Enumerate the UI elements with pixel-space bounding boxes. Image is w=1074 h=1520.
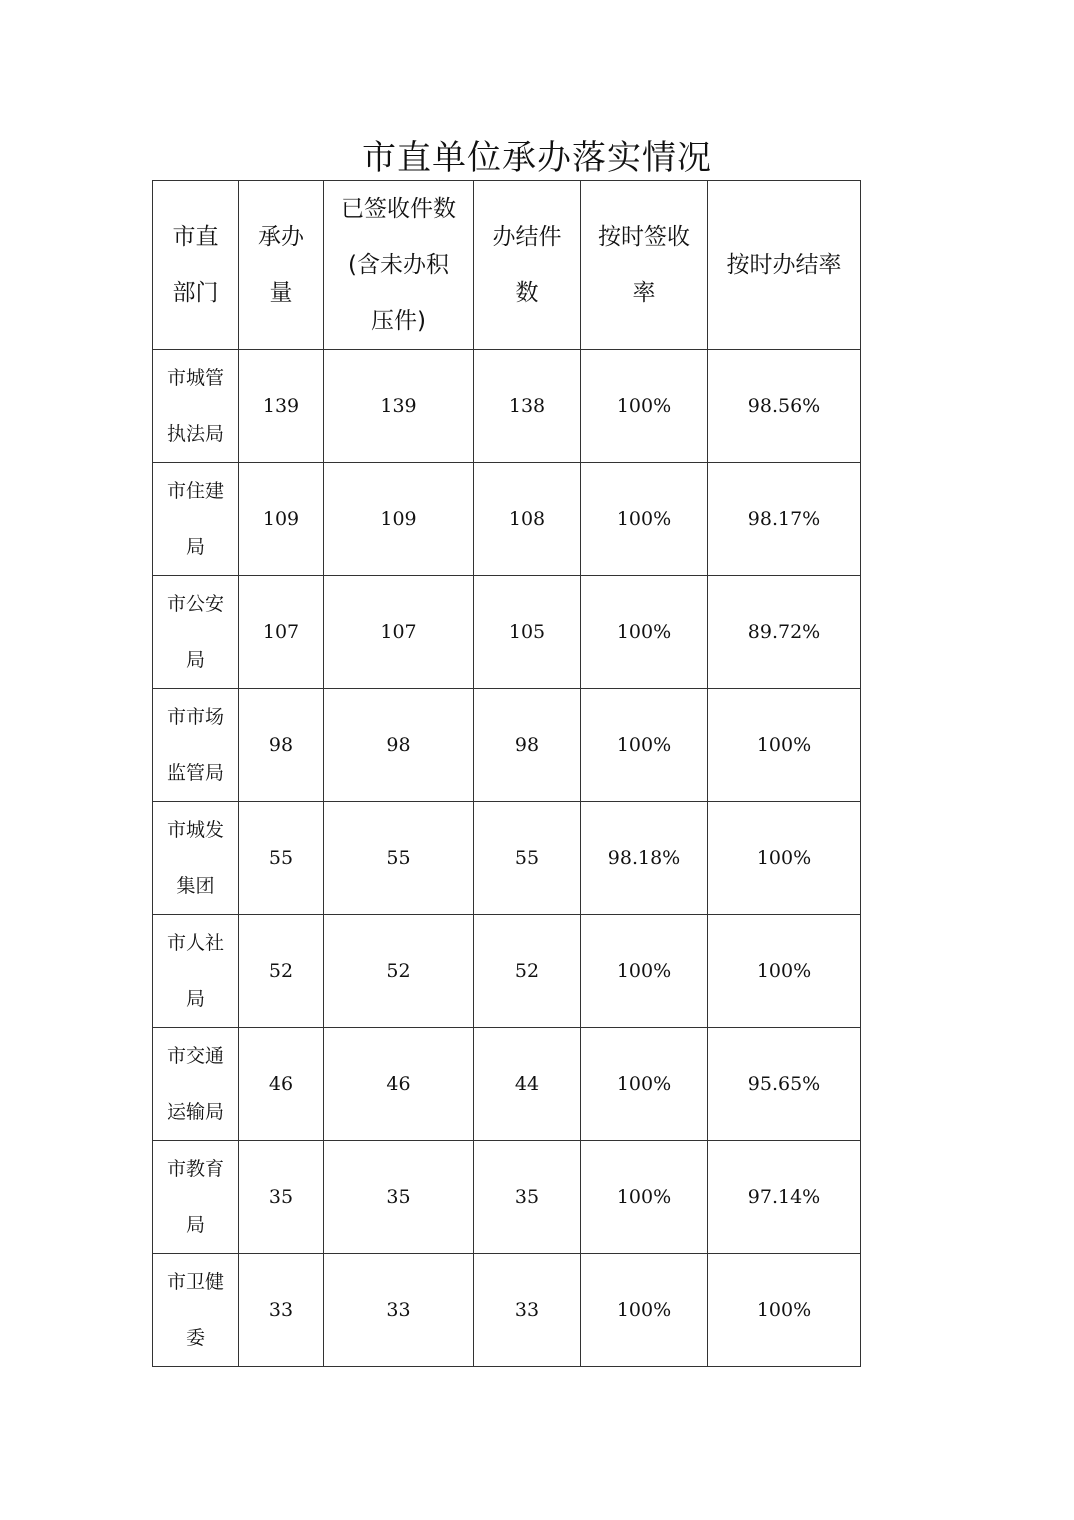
cell-dept: 市城管 执法局 <box>153 350 239 463</box>
cell-completed: 108 <box>474 463 581 576</box>
cell-completed: 35 <box>474 1141 581 1254</box>
cell-sign-rate: 100% <box>581 350 708 463</box>
cell-sign-rate: 100% <box>581 576 708 689</box>
cell-dept: 市住建 局 <box>153 463 239 576</box>
cell-signed: 107 <box>324 576 474 689</box>
cell-sign-rate: 98.18% <box>581 802 708 915</box>
cell-dept: 市城发 集团 <box>153 802 239 915</box>
header-finish-rate: 按时办结率 <box>708 181 861 350</box>
table-row <box>153 1141 861 1254</box>
cell-undertaken: 35 <box>239 1141 324 1254</box>
cell-undertaken: 52 <box>239 915 324 1028</box>
cell-sign-rate: 100% <box>581 689 708 802</box>
cell-finish-rate: 89.72% <box>708 576 861 689</box>
cell-undertaken: 55 <box>239 802 324 915</box>
cell-sign-rate: 100% <box>581 915 708 1028</box>
cell-signed: 98 <box>324 689 474 802</box>
cell-finish-rate: 100% <box>708 689 861 802</box>
header-undertaken: 承办 量 <box>239 181 324 350</box>
cell-undertaken: 107 <box>239 576 324 689</box>
table-row <box>153 350 861 463</box>
cell-finish-rate: 100% <box>708 802 861 915</box>
cell-signed: 109 <box>324 463 474 576</box>
cell-dept: 市市场 监管局 <box>153 689 239 802</box>
cell-finish-rate: 100% <box>708 1254 861 1367</box>
cell-signed: 139 <box>324 350 474 463</box>
table-header-row <box>153 181 861 350</box>
cell-signed: 46 <box>324 1028 474 1141</box>
cell-completed: 138 <box>474 350 581 463</box>
cell-finish-rate: 98.56% <box>708 350 861 463</box>
cell-undertaken: 46 <box>239 1028 324 1141</box>
table-row <box>153 463 861 576</box>
cell-finish-rate: 95.65% <box>708 1028 861 1141</box>
table-row <box>153 1028 861 1141</box>
header-dept: 市直 部门 <box>153 181 239 350</box>
table-row <box>153 1254 861 1367</box>
cell-sign-rate: 100% <box>581 1028 708 1141</box>
cell-signed: 35 <box>324 1141 474 1254</box>
cell-signed: 52 <box>324 915 474 1028</box>
table-row <box>153 915 861 1028</box>
report-table <box>152 180 861 1367</box>
cell-undertaken: 109 <box>239 463 324 576</box>
cell-finish-rate: 97.14% <box>708 1141 861 1254</box>
cell-dept: 市交通 运输局 <box>153 1028 239 1141</box>
header-sign-rate: 按时签收 率 <box>581 181 708 350</box>
cell-sign-rate: 100% <box>581 1254 708 1367</box>
cell-sign-rate: 100% <box>581 1141 708 1254</box>
cell-signed: 55 <box>324 802 474 915</box>
cell-dept: 市公安 局 <box>153 576 239 689</box>
cell-dept: 市教育 局 <box>153 1141 239 1254</box>
cell-undertaken: 98 <box>239 689 324 802</box>
cell-completed: 105 <box>474 576 581 689</box>
cell-finish-rate: 98.17% <box>708 463 861 576</box>
cell-dept: 市卫健 委 <box>153 1254 239 1367</box>
header-completed: 办结件 数 <box>474 181 581 350</box>
cell-completed: 44 <box>474 1028 581 1141</box>
cell-completed: 52 <box>474 915 581 1028</box>
cell-completed: 33 <box>474 1254 581 1367</box>
cell-undertaken: 33 <box>239 1254 324 1367</box>
cell-dept: 市人社 局 <box>153 915 239 1028</box>
table-row <box>153 689 861 802</box>
table-row <box>153 576 861 689</box>
cell-finish-rate: 100% <box>708 915 861 1028</box>
header-signed: 已签收件数 (含未办积 压件) <box>324 181 474 350</box>
cell-sign-rate: 100% <box>581 463 708 576</box>
cell-completed: 98 <box>474 689 581 802</box>
page-title: 市直单位承办落实情况 <box>362 138 712 178</box>
table-row <box>153 802 861 915</box>
cell-signed: 33 <box>324 1254 474 1367</box>
cell-undertaken: 139 <box>239 350 324 463</box>
cell-completed: 55 <box>474 802 581 915</box>
